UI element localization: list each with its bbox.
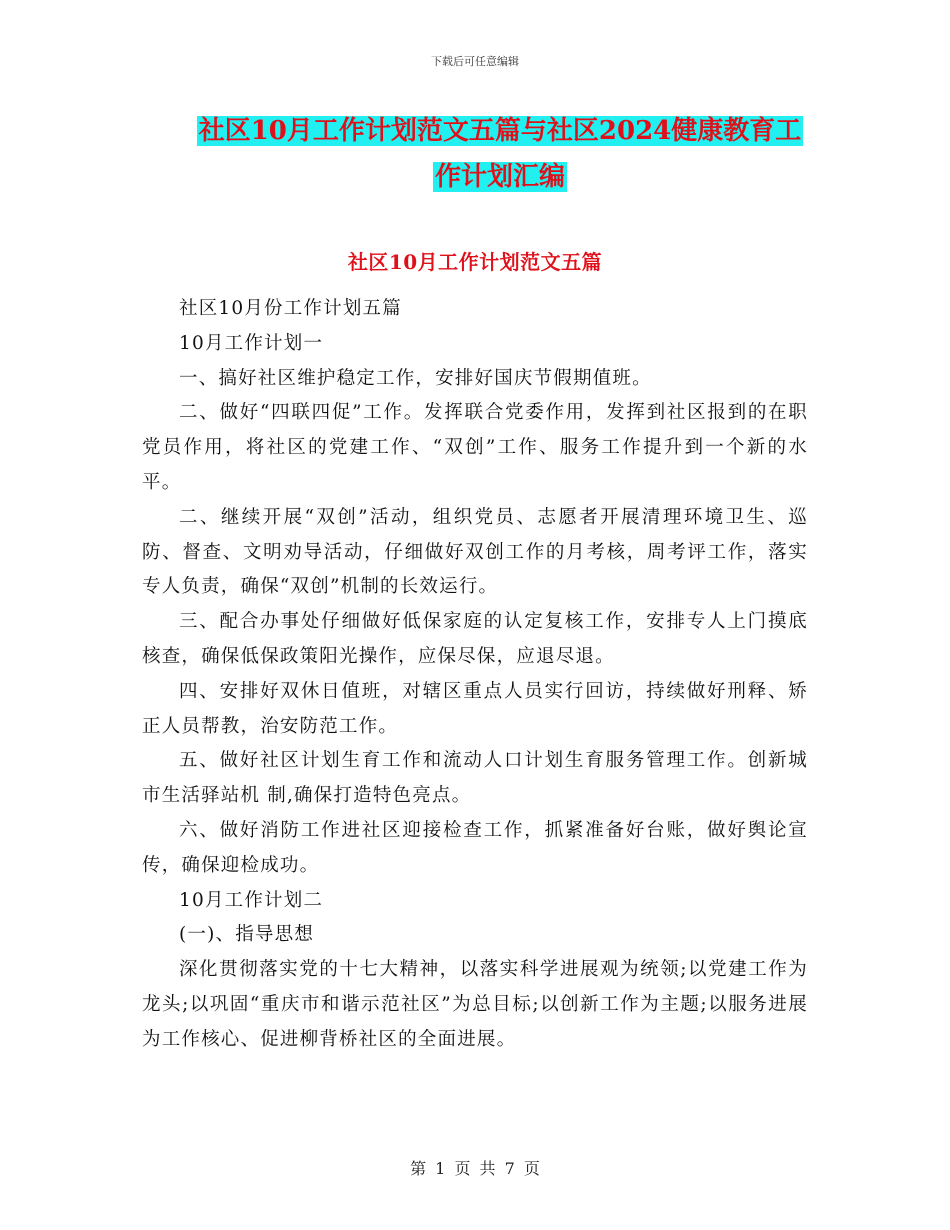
document-title-line-1: 社区10月工作计划范文五篇与社区2024健康教育工 [198, 116, 802, 146]
paragraph: 三、配合办事处仔细做好低保家庭的认定复核工作，安排专人上门摸底核查，确保低保政策阳光操作，应保尽保，应退尽退。 [142, 611, 808, 667]
paragraph: 10月工作计划一 [179, 332, 324, 354]
paragraph: 二、做好“四联四促”工作。发挥联合党委作用，发挥到社区报到的在职党员作用，将社区的党建工作、“双创”工作、服务工作提升到一个新的水平。 [142, 402, 808, 493]
document-body [142, 292, 808, 1058]
page-number: 第 1 页 共 7 页 [410, 1159, 540, 1178]
paragraph: 10月工作计划二 [179, 889, 324, 911]
paragraph: 六、做好消防工作进社区迎接检查工作，抓紧准备好台账，做好舆论宣传，确保迎检成功。 [142, 819, 808, 876]
paragraph: 一、搞好社区维护稳定工作，安排好国庆节假期值班。 [179, 367, 652, 389]
paragraph: 二、继续开展“双创”活动，组织党员、志愿者开展清理环境卫生、巡防、督查、文明劝导活动，仔细做好双创工作的月考核，周考评工作，落实专人负责，确保“双创”机制的长效运行。 [142, 506, 808, 598]
paragraph: (一)、指导思想 [179, 924, 315, 946]
page-header-note: 下载后可任意编辑 [431, 55, 519, 68]
paragraph: 深化贯彻落实党的十七大精神，以落实科学进展观为统领;以党建工作为龙头;以巩固“重庆市和谐示范社区”为总目标;以创新工作为主题;以服务进展为工作核心、促进柳背桥社区的全面进展。 [142, 959, 808, 1050]
document-title-line-2: 作计划汇编 [434, 162, 565, 192]
document-title [140, 108, 860, 200]
paragraph: 四、安排好双休日值班，对辖区重点人员实行回访，持续做好刑释、矫正人员帮教，治安防范工作。 [142, 680, 808, 737]
section-title: 社区10月工作计划范文五篇 [347, 250, 603, 274]
paragraph: 五、做好社区计划生育工作和流动人口计划生育服务管理工作。创新城市生活驿站机 制,确保打造特色亮点。 [142, 750, 808, 807]
paragraph: 社区10月份工作计划五篇 [179, 298, 402, 319]
